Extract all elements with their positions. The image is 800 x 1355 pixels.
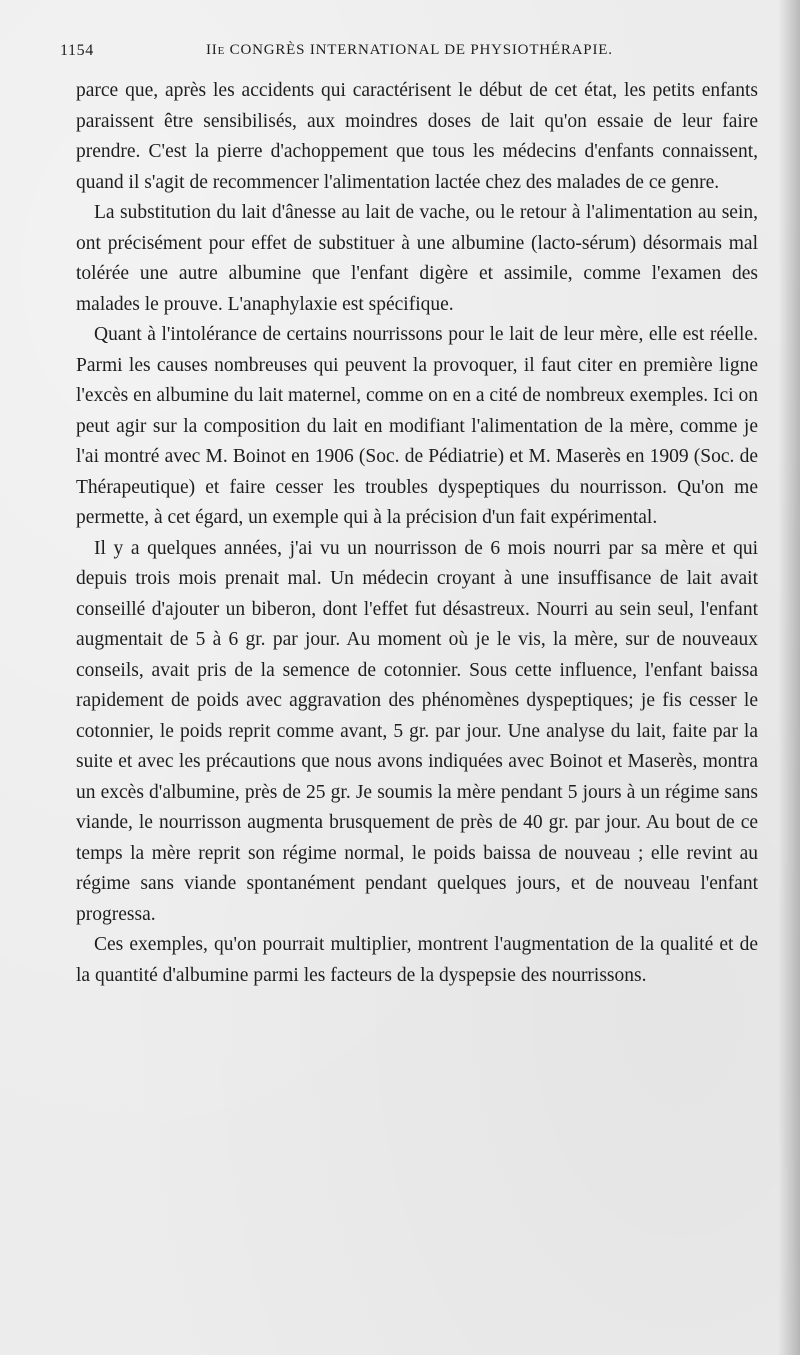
paragraph-5: Ces exemples, qu'on pourrait multiplier, montrent l'augmentation de la qualité et de la quantité d'albumine parmi les facteurs de la dyspepsie des nourrissons. <box>76 934 758 986</box>
body-text <box>76 76 758 991</box>
paragraph-4: Il y a quelques années, j'ai vu un nourrisson de 6 mois nourri par sa mère et qui depuis trois mois prenait mal. Un médecin croyant à une insuffisance de lait avait conseillé d'ajouter un biberon, dont l'effet fut désastreux. Nourri au sein seul, l'enfant augmentait de 5 à 6 gr. par jour. Au moment où je le vis, la mère, sur de nouveaux conseils, avait pris de la semence de cotonnier. Sous cette influence, l'enfant baissa rapidement de poids avec aggravation des phénomènes dyspeptiques; je fis cesser le cotonnier, le poids reprit comme avant, 5 gr. par jour. Une analyse du lait, faite par la suite et avec les précautions que nous avons indiquées avec Boinot et Maserès, montra un excès d'albumine, près de 25 gr. Je soumis la mère pendant 5 jours à un régime sans viande, le nourrisson augmenta brusquement de près de 40 gr. par jour. Au bout de ce temps la mère reprit son régime normal, le poids baissa de nouveau ; elle revint au régime sans viande spontanément pendant quelques jours, et de nouveau l'enfant progressa. <box>76 537 758 925</box>
page-number: 1154 <box>60 42 94 59</box>
running-title: IIe CONGRÈS INTERNATIONAL DE PHYSIOTHÉRAPIE. <box>206 42 613 58</box>
page-edge-shadow <box>778 0 800 1355</box>
paragraph-1: parce que, après les accidents qui caractérisent le début de cet état, les petits enfants paraissent être sensibilisés, aux moindres doses de lait qu'on essaie de leur faire prendre. C'est la pierre d'achoppement que tous les médecins d'enfants connaissent, quand il s'agit de recommencer l'alimentation lactée chez des malades de ce genre. <box>76 80 758 193</box>
paragraph-3: Quant à l'intolérance de certains nourrissons pour le lait de leur mère, elle est réelle. Parmi les causes nombreuses qui peuvent la provoquer, il faut citer en première ligne l'excès en albumine du lait maternel, comme on en a cité de nombreux exemples. Ici on peut agir sur la composition du lait en modifiant l'alimentation de la mère, comme je l'ai montré avec M. Boinot en 1906 (Soc. de Pédiatrie) et M. Maserès en 1909 (Soc. de Thérapeutique) et faire cesser les troubles dyspeptiques du nourrisson. Qu'on me permette, à cet égard, un exemple qui à la précision d'un fait expérimental. <box>76 324 758 528</box>
page-header <box>60 42 752 64</box>
paragraph-2: La substitution du lait d'ânesse au lait de vache, ou le retour à l'alimentation au sein, ont précisément pour effet de substituer à une albumine (lacto-sérum) désormais mal tolérée une autre albumine que l'enfant digère et assimile, comme l'examen des malades le prouve. L'anaphylaxie est spécifique. <box>76 202 758 315</box>
